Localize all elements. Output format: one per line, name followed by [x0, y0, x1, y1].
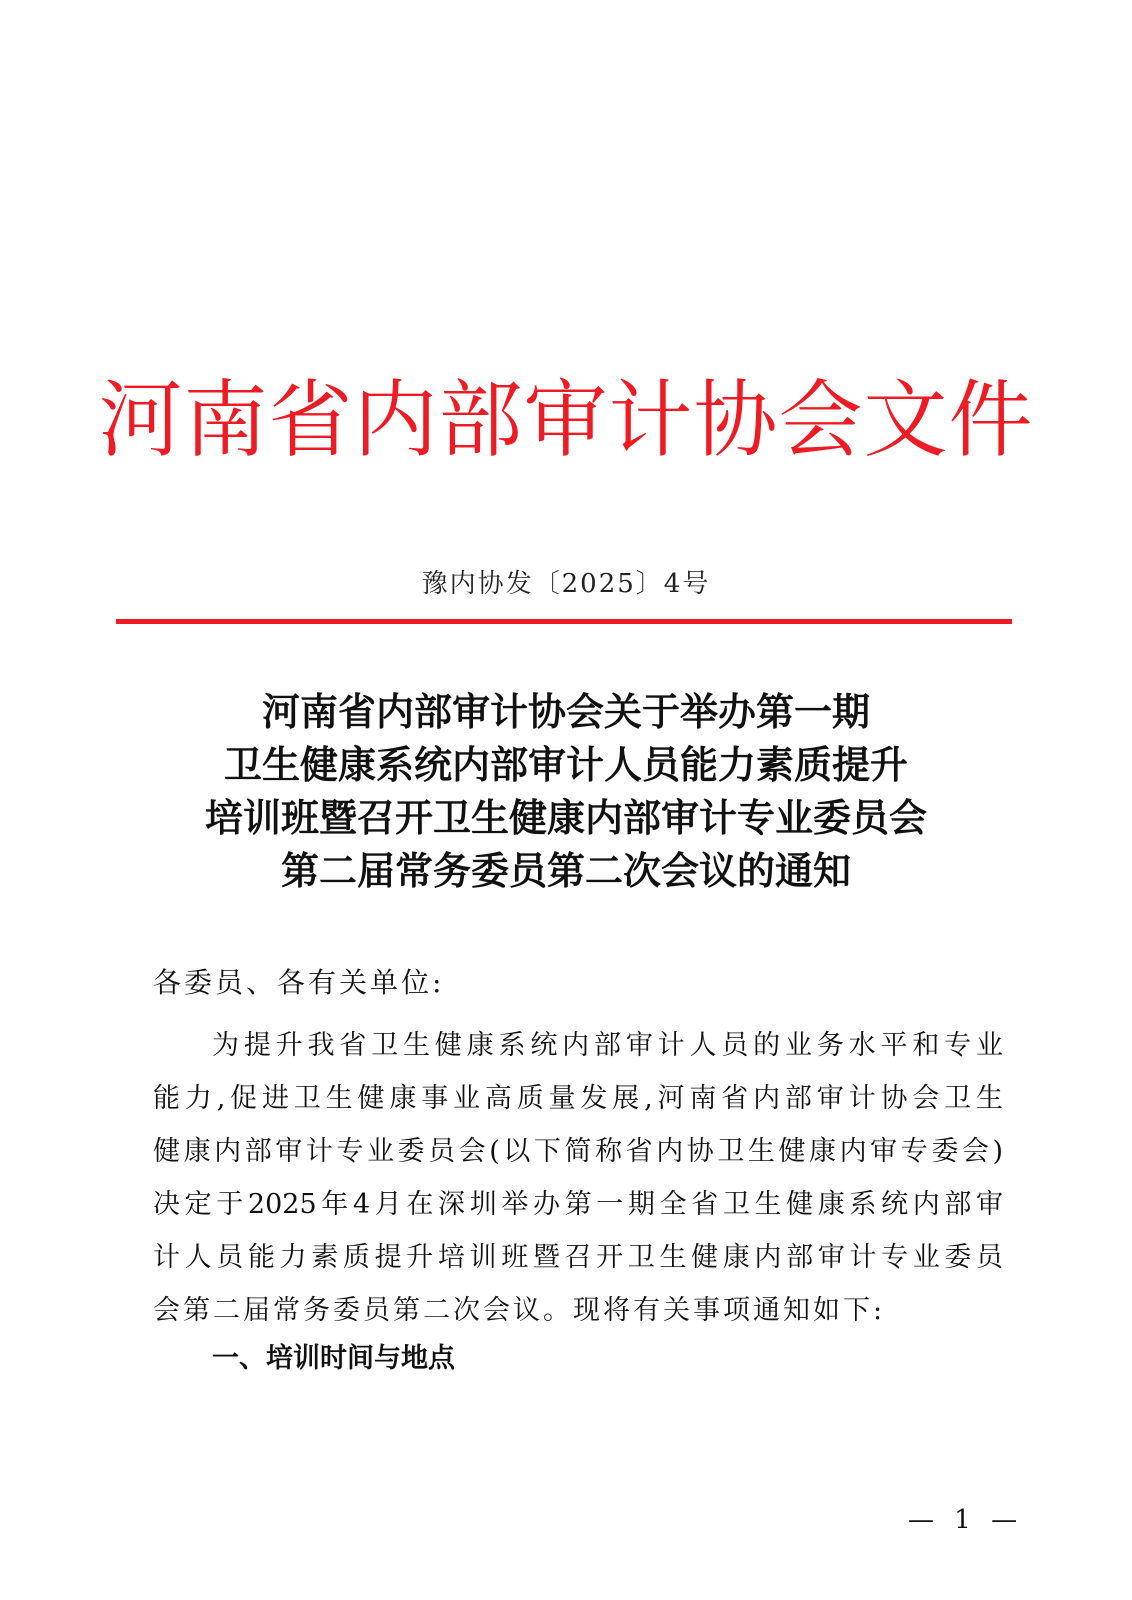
document-number: 豫内协发〔2025〕4号	[421, 569, 711, 599]
paragraph-line: 健康内部审计专业委员会(以下简称省内协卫生健康内审专委会)	[153, 1136, 1003, 1167]
page-number: — 1 —	[908, 1505, 1024, 1535]
paragraph-line: 会第二届常务委员第二次会议。现将有关事项通知如下:	[153, 1295, 886, 1326]
paragraph-line: 能力,促进卫生健康事业高质量发展,河南省内部审计协会卫生	[153, 1083, 1003, 1114]
paragraph-line: 决定于2025年4月在深圳举办第一期全省卫生健康系统内部审	[153, 1189, 1003, 1220]
notice-title	[0, 686, 1132, 898]
paragraph-line: 为提升我省卫生健康系统内部审计人员的业务水平和专业	[212, 1030, 1003, 1061]
paragraph-line: 计人员能力素质提升培训班暨召开卫生健康内部审计专业委员	[153, 1242, 1003, 1273]
notice-title-line: 卫生健康系统内部审计人员能力素质提升	[223, 743, 908, 787]
notice-title-line: 第二届常务委员第二次会议的通知	[280, 849, 851, 893]
notice-title-line: 培训班暨召开卫生健康内部审计专业委员会	[204, 796, 927, 840]
body-paragraph	[153, 1019, 1003, 1337]
salutation: 各委员、各有关单位:	[153, 966, 445, 999]
red-divider-line	[116, 619, 1012, 624]
section-heading: 一、培训时间与地点	[212, 1343, 455, 1374]
notice-title-line: 河南省内部审计协会关于举办第一期	[261, 690, 870, 734]
document-masthead: 河南省内部审计协会文件	[98, 371, 1034, 469]
